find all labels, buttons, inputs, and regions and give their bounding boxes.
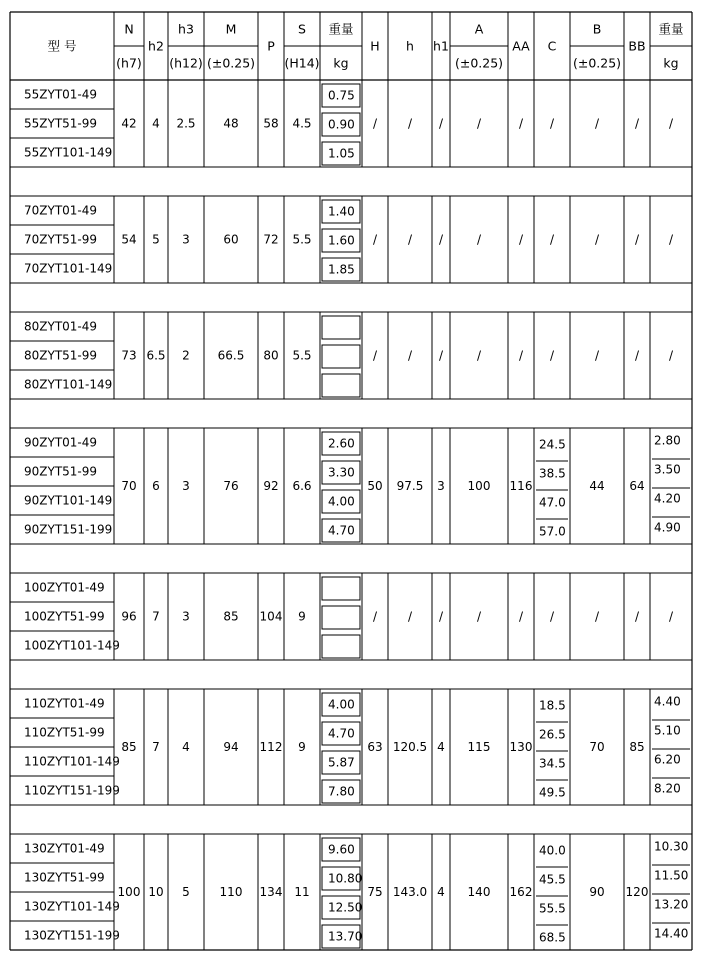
not-applicable-mark: /: [407, 232, 413, 247]
not-applicable-mark: /: [518, 232, 524, 247]
header-h: H: [370, 38, 380, 54]
cell-h: 143.0: [392, 885, 428, 899]
not-applicable-mark: /: [668, 609, 674, 624]
model-name: 110ZYT101-149: [24, 754, 120, 769]
not-applicable-mark: /: [634, 609, 640, 624]
header-weight2-sub: kg: [663, 55, 679, 71]
cell-c: 49.5: [539, 785, 566, 800]
header-a-sub: (±0.25): [454, 55, 504, 71]
not-applicable-mark: /: [668, 348, 674, 363]
model-name: 80ZYT101-149: [24, 377, 113, 392]
cell-b: 44: [589, 479, 605, 493]
model-name: 130ZYT101-149: [24, 899, 120, 914]
not-applicable-mark: /: [438, 116, 444, 131]
header-n-sub: (h7): [116, 55, 142, 71]
weight-value: 4.70: [328, 523, 355, 538]
not-applicable-mark: /: [518, 116, 524, 131]
not-applicable-mark: /: [594, 232, 600, 247]
not-applicable-mark: /: [634, 232, 640, 247]
header-b-sub: (±0.25): [572, 55, 622, 71]
not-applicable-mark: /: [438, 232, 444, 247]
not-applicable-mark: /: [372, 116, 378, 131]
cell-h2: 6.5: [146, 348, 166, 363]
not-applicable-mark: /: [476, 232, 482, 247]
cell-m: 48: [223, 116, 239, 131]
model-name: 90ZYT01-49: [24, 435, 98, 450]
cell-h1: 4: [437, 740, 445, 754]
cell-b: 70: [589, 740, 605, 754]
header-h2: h2: [148, 38, 164, 54]
weight-value: 1.40: [328, 204, 355, 219]
header-b: B: [592, 21, 602, 37]
model-name: 55ZYT01-49: [24, 87, 98, 102]
header-bb: BB: [628, 38, 646, 54]
cell-s: 11: [294, 885, 310, 899]
model-name: 130ZYT51-99: [24, 870, 105, 885]
not-applicable-mark: /: [549, 609, 555, 624]
cell-h1: 4: [437, 885, 445, 899]
not-applicable-mark: /: [549, 116, 555, 131]
cell-h2: 7: [152, 609, 160, 624]
cell-c: 34.5: [539, 756, 566, 771]
not-applicable-mark: /: [372, 232, 378, 247]
header-s: S: [298, 21, 306, 37]
cell-m: 60: [223, 232, 239, 247]
header-model: 型 号: [47, 38, 77, 54]
weight-value: 3.30: [328, 465, 355, 480]
not-applicable-mark: /: [634, 116, 640, 131]
header-s-sub: (H14): [284, 55, 320, 71]
weight-value: 4.70: [328, 726, 355, 741]
model-name: 70ZYT01-49: [24, 203, 98, 218]
weight2-value: 14.40: [654, 926, 689, 941]
weight-value: 12.50: [328, 900, 363, 915]
cell-s: 6.6: [292, 479, 312, 493]
cell-p: 134: [259, 885, 283, 899]
cell-n: 85: [121, 740, 137, 754]
cell-bb: 64: [629, 479, 645, 493]
header-c: C: [547, 38, 557, 54]
cell-h2: 4: [152, 116, 160, 131]
weight-value: 1.60: [328, 233, 355, 248]
not-applicable-mark: /: [668, 232, 674, 247]
header-a: A: [474, 21, 484, 37]
model-name: 90ZYT51-99: [24, 464, 98, 479]
weight-value: 5.87: [328, 755, 355, 770]
cell-n: 54: [121, 232, 137, 247]
model-name: 100ZYT51-99: [24, 609, 105, 624]
not-applicable-mark: /: [594, 348, 600, 363]
cell-h: 97.5: [396, 479, 424, 493]
cell-aa: 130: [509, 740, 533, 754]
cell-h2: 5: [152, 232, 160, 247]
not-applicable-mark: /: [476, 609, 482, 624]
weight-cell-box: [322, 374, 360, 397]
not-applicable-mark: /: [438, 609, 444, 624]
model-name: 130ZYT01-49: [24, 841, 105, 856]
model-name: 100ZYT101-149: [24, 638, 120, 653]
not-applicable-mark: /: [634, 348, 640, 363]
not-applicable-mark: /: [594, 609, 600, 624]
cell-s: 9: [298, 609, 306, 624]
cell-m: 110: [219, 885, 243, 899]
cell-c: 55.5: [539, 901, 566, 916]
weight-value: 10.80: [328, 871, 363, 886]
cell-n: 70: [121, 479, 137, 493]
cell-bb: 120: [625, 885, 649, 899]
weight2-value: 10.30: [654, 839, 689, 854]
model-name: 70ZYT51-99: [24, 232, 98, 247]
model-name: 55ZYT101-149: [24, 145, 113, 160]
not-applicable-mark: /: [407, 348, 413, 363]
header-m-sub: (±0.25): [206, 55, 256, 71]
model-name: 90ZYT151-199: [24, 522, 113, 537]
weight2-value: 4.90: [654, 520, 681, 535]
weight2-value: 3.50: [654, 462, 681, 477]
not-applicable-mark: /: [407, 609, 413, 624]
cell-a: 100: [467, 479, 491, 493]
cell-h3: 3: [182, 232, 190, 247]
weight-value: 9.60: [328, 842, 355, 857]
cell-c: 40.0: [539, 843, 566, 858]
model-name: 130ZYT151-199: [24, 928, 120, 943]
cell-c: 18.5: [539, 698, 566, 713]
cell-p: 58: [263, 116, 279, 131]
cell-h3: 4: [182, 740, 190, 754]
weight-value: 0.90: [328, 117, 355, 132]
weight2-value: 6.20: [654, 752, 681, 767]
not-applicable-mark: /: [372, 609, 378, 624]
cell-m: 76: [223, 479, 239, 493]
cell-m: 85: [223, 609, 239, 624]
cell-h: 50: [367, 479, 383, 493]
model-name: 110ZYT01-49: [24, 696, 105, 711]
cell-aa: 116: [509, 479, 533, 493]
cell-h3: 2: [182, 348, 190, 363]
model-name: 80ZYT01-49: [24, 319, 98, 334]
not-applicable-mark: /: [518, 348, 524, 363]
header-m: M: [225, 21, 237, 37]
cell-h: 75: [367, 885, 383, 899]
cell-c: 68.5: [539, 930, 566, 945]
header-n: N: [124, 21, 134, 37]
cell-n: 42: [121, 116, 137, 131]
cell-n: 96: [121, 609, 137, 624]
weight-value: 4.00: [328, 697, 355, 712]
not-applicable-mark: /: [476, 116, 482, 131]
weight2-value: 5.10: [654, 723, 681, 738]
cell-n: 73: [121, 348, 137, 363]
cell-h2: 6: [152, 479, 160, 493]
header-weight: 重量: [328, 21, 354, 37]
header-h3-sub: (h12): [169, 55, 203, 71]
weight2-value: 11.50: [654, 868, 689, 883]
cell-p: 112: [259, 740, 283, 754]
header-p: P: [267, 38, 275, 54]
weight-cell-box: [322, 635, 360, 658]
cell-c: 47.0: [539, 495, 566, 510]
cell-s: 4.5: [292, 116, 312, 131]
weight-value: 0.75: [328, 88, 355, 103]
model-name: 55ZYT51-99: [24, 116, 98, 131]
header-weight-sub: kg: [333, 55, 349, 71]
cell-h2: 10: [148, 885, 164, 899]
header-weight2: 重量: [658, 21, 684, 37]
cell-h2: 7: [152, 740, 160, 754]
cell-h3: 2.5: [176, 116, 196, 131]
model-name: 110ZYT51-99: [24, 725, 105, 740]
cell-s: 9: [298, 740, 306, 754]
not-applicable-mark: /: [549, 232, 555, 247]
not-applicable-mark: /: [476, 348, 482, 363]
cell-m: 66.5: [217, 348, 245, 363]
not-applicable-mark: /: [438, 348, 444, 363]
not-applicable-mark: /: [668, 116, 674, 131]
cell-p: 92: [263, 479, 279, 493]
cell-c: 57.0: [539, 524, 566, 539]
weight-value: 2.60: [328, 436, 355, 451]
weight-value: 13.70: [328, 929, 363, 944]
cell-m: 94: [223, 740, 239, 754]
weight2-value: 4.20: [654, 491, 681, 506]
cell-b: 90: [589, 885, 605, 899]
cell-h3: 5: [182, 885, 190, 899]
cell-p: 72: [263, 232, 279, 247]
cell-h: 63: [367, 740, 383, 754]
cell-h1: 3: [437, 479, 445, 493]
model-name: 80ZYT51-99: [24, 348, 98, 363]
model-name: 90ZYT101-149: [24, 493, 113, 508]
cell-p: 80: [263, 348, 279, 363]
weight-cell-box: [322, 316, 360, 339]
weight-value: 4.00: [328, 494, 355, 509]
header-h1: h1: [433, 38, 449, 54]
weight-value: 1.05: [328, 146, 355, 161]
model-name: 100ZYT01-49: [24, 580, 105, 595]
not-applicable-mark: /: [549, 348, 555, 363]
not-applicable-mark: /: [372, 348, 378, 363]
cell-n: 100: [117, 885, 141, 899]
cell-a: 140: [467, 885, 491, 899]
model-name: 70ZYT101-149: [24, 261, 113, 276]
cell-h: 120.5: [392, 740, 428, 754]
model-name: 110ZYT151-199: [24, 783, 120, 798]
header-h3: h3: [178, 21, 194, 37]
weight-value: 7.80: [328, 784, 355, 799]
weight2-value: 13.20: [654, 897, 689, 912]
cell-p: 104: [259, 609, 283, 624]
weight2-value: 2.80: [654, 433, 681, 448]
weight2-value: 4.40: [654, 694, 681, 709]
weight-value: 1.85: [328, 262, 355, 277]
cell-c: 38.5: [539, 466, 566, 481]
not-applicable-mark: /: [407, 116, 413, 131]
weight2-value: 8.20: [654, 781, 681, 796]
cell-c: 45.5: [539, 872, 566, 887]
not-applicable-mark: /: [518, 609, 524, 624]
weight-cell-box: [322, 606, 360, 629]
cell-aa: 162: [509, 885, 533, 899]
header-aa: AA: [512, 38, 530, 54]
header-h: h: [406, 38, 414, 54]
cell-bb: 85: [629, 740, 645, 754]
cell-s: 5.5: [292, 232, 312, 247]
cell-h3: 3: [182, 479, 190, 493]
not-applicable-mark: /: [594, 116, 600, 131]
cell-h3: 3: [182, 609, 190, 624]
cell-c: 26.5: [539, 727, 566, 742]
cell-c: 24.5: [539, 437, 566, 452]
weight-cell-box: [322, 345, 360, 368]
weight-cell-box: [322, 577, 360, 600]
cell-s: 5.5: [292, 348, 312, 363]
cell-a: 115: [467, 740, 491, 754]
